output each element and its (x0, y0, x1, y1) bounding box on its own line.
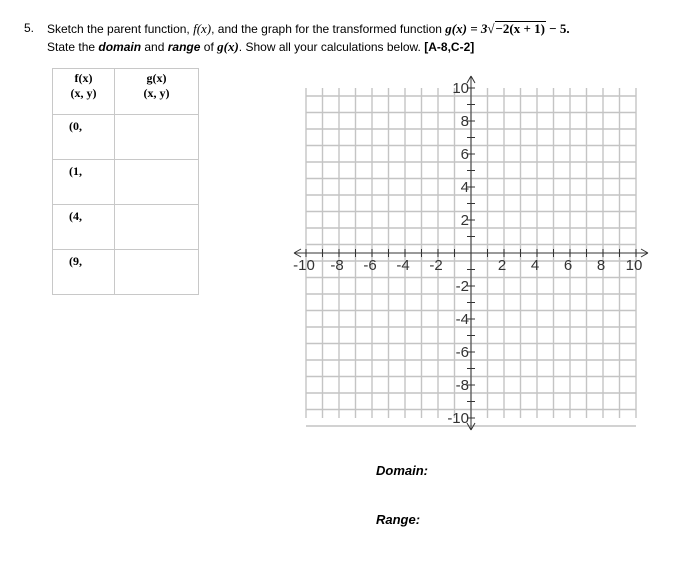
x-tick-label: 8 (596, 257, 606, 274)
marks-label: [A-8,C-2] (424, 40, 475, 54)
x-tick-label: -8 (330, 257, 344, 274)
cell-g[interactable] (115, 115, 199, 160)
domain-label: Domain: (376, 463, 428, 478)
y-tick-label: -6 (455, 344, 469, 361)
table-row (53, 250, 199, 295)
g-label: g(x) (217, 39, 239, 54)
cell-f[interactable]: (9, (53, 250, 115, 295)
y-tick-label: 6 (460, 146, 469, 163)
cell-f[interactable]: (4, (53, 205, 115, 250)
y-tick-label: -4 (455, 311, 469, 328)
y-tick-label: 8 (460, 113, 469, 130)
range-word: range (167, 40, 201, 54)
transformed-function: g(x) = 3√−2(x + 1) − 5. (445, 21, 570, 36)
table-row (53, 115, 199, 160)
question-line-1 (47, 20, 673, 38)
parent-function: f(x) (193, 21, 212, 36)
header-g: g(x) (x, y) (115, 69, 199, 115)
radicand: −2(x + 1) (495, 21, 545, 36)
question-text (47, 20, 673, 56)
cell-f[interactable]: (0, (53, 115, 115, 160)
question-line-2: State the domain and range of g(x). Show all your calculations below. [A-8,C-2] (47, 39, 475, 54)
y-tick-label: -2 (455, 278, 469, 295)
table-row (53, 205, 199, 250)
x-tick-label: 6 (563, 257, 573, 274)
x-tick-label: -6 (363, 257, 377, 274)
x-tick-label: 2 (497, 257, 507, 274)
x-tick-label: 10 (625, 257, 643, 274)
cell-g[interactable] (115, 205, 199, 250)
cell-g[interactable] (115, 250, 199, 295)
table-row (53, 160, 199, 205)
cell-f[interactable]: (1, (53, 160, 115, 205)
x-tick-label: -4 (396, 257, 410, 274)
y-tick-label: 10 (452, 80, 469, 97)
y-tick-label: -10 (447, 410, 469, 427)
line1-prefix: Sketch the parent function, (47, 22, 194, 36)
y-tick-label: 2 (460, 212, 469, 229)
x-tick-label: -10 (293, 257, 315, 274)
x-tick-label: -2 (429, 257, 443, 274)
y-tick-label: 4 (460, 179, 469, 196)
x-tick-label: 4 (530, 257, 540, 274)
header-f: f(x) (x, y) (53, 69, 115, 115)
question-number: 5. (24, 21, 35, 35)
y-tick-label: -8 (455, 377, 469, 394)
line1-middle: , and the graph for the transformed function (211, 22, 446, 36)
range-label: Range: (376, 512, 421, 527)
coordinate-grid[interactable] (284, 74, 664, 438)
table-of-values (52, 68, 199, 295)
cell-g[interactable] (115, 160, 199, 205)
domain-word: domain (98, 40, 142, 54)
